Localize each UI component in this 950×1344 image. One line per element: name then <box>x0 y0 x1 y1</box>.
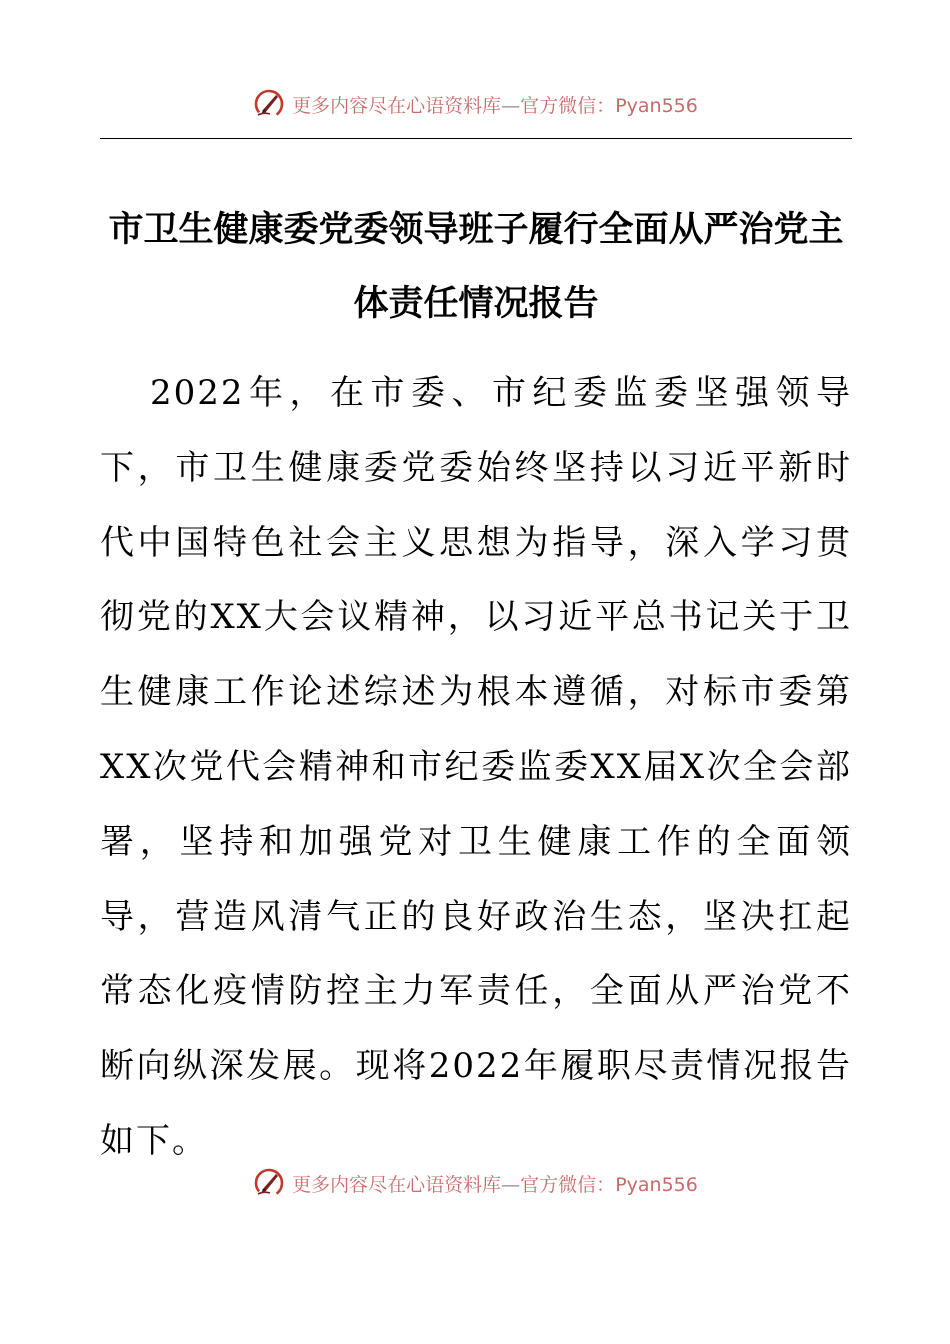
quill-pen-logo-icon <box>252 87 286 121</box>
watermark-prefix: 更多内容尽在心语资料库 <box>292 94 502 117</box>
footer-watermark <box>0 1163 950 1203</box>
watermark-separator: — <box>501 1173 521 1196</box>
watermark-handle: Pyan556 <box>615 94 698 117</box>
quill-pen-logo-icon <box>252 1166 286 1200</box>
watermark-prefix: 更多内容尽在心语资料库 <box>292 1173 502 1196</box>
document-title: 市卫生健康委党委领导班子履行全面从严治党主体责任情况报告 <box>108 210 844 324</box>
body-paragraph: 2022年，在市委、市纪委监委坚强领导下，市卫生健康委党委始终坚持以习近平新时代中国特色社会主义思想为指导，深入学习贯彻党的XX大会议精神，以习近平总书记关于卫生健康工作论述综述为根本遵循，对标市委第XX次党代会精神和市纪委监委XX届X次全会部署，坚持和加强党对卫生健康工作的全面领导，营造风清气正的良好政治生态，坚决扛起常态化疫情防控主力军责任，全面从严治党不断向纵深发展。现将2022年履职尽责情况报告如下。 <box>100 373 852 1161</box>
watermark-separator: — <box>501 94 521 117</box>
header-divider <box>100 138 852 139</box>
watermark-text <box>292 91 698 118</box>
watermark-handle: Pyan556 <box>615 1173 698 1196</box>
watermark-middle: 官方微信： <box>520 94 616 117</box>
watermark-middle: 官方微信： <box>520 1173 616 1196</box>
watermark-text <box>292 1170 698 1197</box>
header-watermark <box>0 84 950 124</box>
